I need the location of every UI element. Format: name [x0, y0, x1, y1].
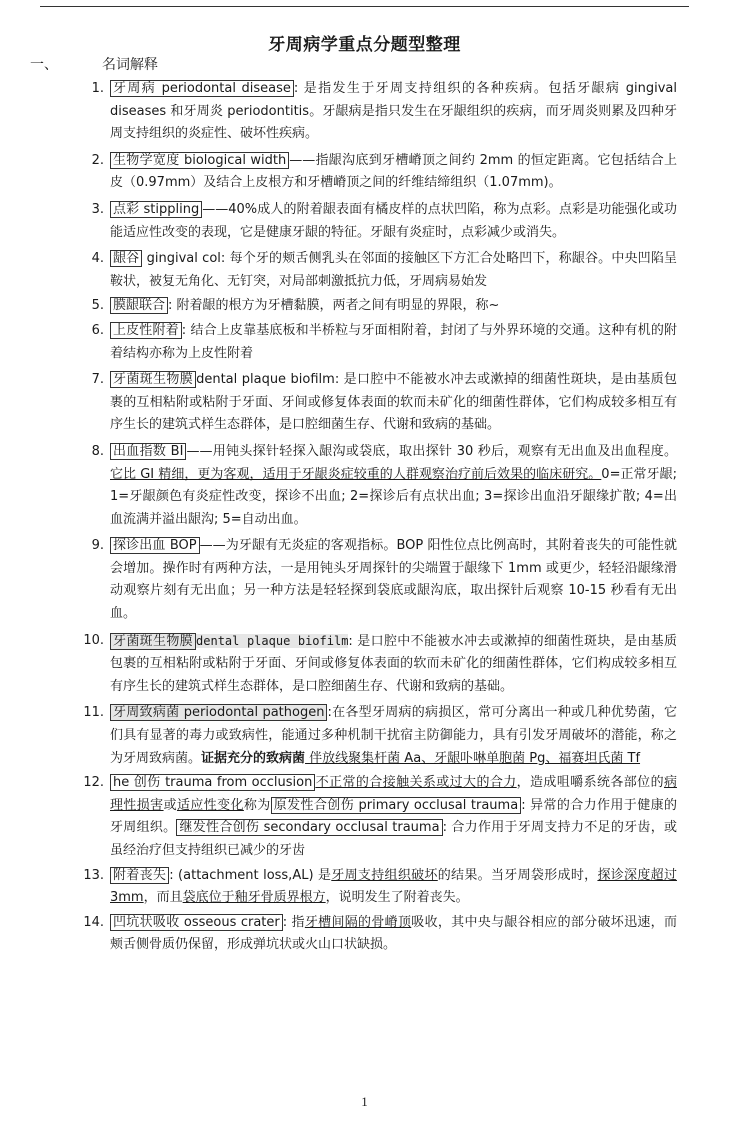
definition-text: : 结合上皮靠基底板和半桥粒与牙面相附着，封闭了与外界环境的交通。这种有机的附着结构亦称为上皮性附着: [110, 322, 677, 361]
term-box: 凹坑状吸收 osseous crater: [110, 914, 283, 931]
definition-text: ——40%成人的附着龈表面有橘皮样的点状凹陷，称为点彩。点彩是功能强化或功能适应性改变的表现，它是健康牙龈的特征。牙龈有炎症时，点彩减少或消失。: [110, 201, 677, 240]
term-english: dental plaque biofilm: [196, 633, 349, 648]
list-item: [68, 199, 677, 244]
item-number: 14.: [83, 914, 104, 930]
item-number: 4.: [91, 251, 104, 267]
definition-text: 称为: [243, 797, 271, 813]
scale-text: 0=正常牙龈; 1=牙龈颜色有炎症性改变，探诊不出血; 2=探诊后有点状出血; 3=探诊出血沿牙龈缘扩散; 4=出血流满并溢出龈沟; 5=自动出血。: [110, 466, 677, 527]
underlined-note: 牙槽间隔的骨嵴顶: [304, 914, 412, 930]
item-number: 13.: [83, 867, 104, 883]
term-box: 牙菌斑生物膜: [110, 633, 196, 650]
item-number: 9.: [91, 538, 104, 554]
underlined-note: 袋底位于釉牙骨质界根方: [182, 890, 326, 906]
term-box: 龈谷: [110, 250, 142, 267]
term-box: 探诊出血 BOP: [110, 537, 200, 554]
underlined-note: 它比 GI 精细，更为客观，适用于牙龈炎症较重的人群观察治疗前后效果的临床研究。: [110, 466, 602, 482]
definition-text: 吸收，其中央与龈谷相应的部分破坏迅速，而颊舌侧骨质仍保留，形成弹坑状或火山口状缺损。: [110, 914, 677, 953]
definition-text: ，造成咀嚼系统各部位的: [516, 775, 664, 791]
item-number: 2.: [91, 152, 104, 168]
definition-text: : 是口腔中不能被水冲去或漱掉的细菌性斑块，是由基质包裹的互相粘附或粘附于牙面、牙间或修复体表面的软而未矿化的细菌性群体，它们构成较多相互有序生长的建筑式样生态群体，是口腔细菌生存、代谢和致病的基础。: [110, 633, 677, 694]
bold-text: 证据充分的致病菌: [201, 750, 306, 766]
item-number: 7.: [91, 372, 104, 388]
underlined-note: 不正常的合接触关系或过大的合力: [315, 775, 517, 791]
definition-text: : 指: [282, 914, 305, 930]
underlined-note: 适应性变化: [176, 797, 244, 813]
definition-text: dental plaque biofilm: 是口腔中不能被水冲去或漱掉的细菌性斑块，是由基质包裹的互相粘附或粘附于牙面、牙间或修复体表面的软而未矿化的细菌性群体，它们构成较多相互有序生长的建筑式样生态群体，是口腔细菌生存、代谢和致病的基础。: [110, 372, 677, 433]
definition-text: ，说明发生了附着丧失。: [325, 890, 469, 906]
definition-text: : (attachment loss,AL) 是: [169, 867, 332, 883]
definition-text: ——指龈沟底到牙槽嵴顶之间约 2mm 的恒定距离。它包括结合上皮（0.97mm）及结合上皮根方和牙槽嵴顶之间的纤维结缔组织（1.07mm)。: [110, 152, 677, 191]
term-box: 附着丧失: [110, 867, 169, 884]
item-number: 12.: [83, 775, 104, 791]
list-item: [68, 320, 677, 365]
page-title: 牙周病学重点分题型整理: [268, 35, 461, 55]
item-number: 6.: [91, 322, 104, 338]
list-item: [68, 150, 677, 195]
definition-text: 或: [163, 797, 177, 813]
definition-text: : 附着龈的根方为牙槽黏膜，两者之间有明显的界限，称~: [168, 298, 500, 314]
underlined-note: 牙周支持组织破坏: [331, 867, 438, 883]
term-box: 原发性合创伤 primary occlusal trauma: [271, 797, 522, 814]
underlined-note: 探诊深度超过 3mm: [110, 867, 677, 906]
list-item: [68, 772, 677, 862]
definition-text: ——为牙龈有无炎症的客观指标。BOP 阳性位点比例高时，其附着丧失的可能性就会增加。操作时有两种方法，一是用钝头牙周探针的尖端置于龈缘下 1mm 或更少，轻轻沿龈缘滑动观察片刻有无出血；另一种方法是轻轻探到袋底或龈沟底，取出探针后观察 10-15 秒看有无出血。: [110, 538, 677, 622]
page-number: 1: [361, 1094, 368, 1109]
item-number: 1.: [91, 81, 104, 96]
term-box: 继发性合创伤 secondary occlusal trauma: [176, 819, 442, 836]
item-number: 5.: [91, 298, 104, 314]
list-item: [68, 369, 677, 437]
list-item: [68, 630, 677, 699]
list-item: [68, 248, 677, 293]
term-box: 牙周致病菌 periodontal pathogen: [110, 704, 327, 721]
list-item: [68, 702, 677, 770]
item-number: 3.: [91, 201, 104, 217]
definition-text: : 合力作用于牙周支持力不足的牙齿，或虽经治疗但支持组织已减少的牙齿: [110, 820, 677, 858]
top-rule: [40, 6, 689, 7]
list-item: [68, 865, 677, 910]
item-number: 8.: [91, 443, 104, 459]
list-item: [68, 535, 677, 625]
term-box: 点彩 stippling: [110, 201, 202, 218]
definition-text: 的结果。当牙周袋形成时，: [437, 867, 598, 883]
list-item: [68, 912, 677, 957]
definition-text: : 是指发生于牙周支持组织的各种疾病。包括牙龈病 gingival diseases 和牙周炎 periodontitis。牙龈病是指只发生在牙龈组织的疾病，而牙周炎则累及四种牙周支持组织的炎症性、破坏性疾病。: [110, 81, 678, 142]
list-item: [68, 78, 677, 146]
term-box: 出血指数 BI: [110, 443, 186, 460]
definition-text: :在各型牙周病的病损区，常可分离出一种或几种优势菌，它们具有显著的毒力或致病性，能通过多种机制干扰宿主防御能力，具有引发牙周破坏的潜能，称之为牙周致病菌。: [110, 705, 677, 766]
item-number: 11.: [83, 705, 104, 721]
list-item: [68, 295, 677, 318]
definition-text: ——用钝头探针轻探入龈沟或袋底，取出探针 30 秒后，观察有无出血及出血程度。: [186, 443, 678, 459]
underlined-note: 伴放线聚集杆菌 Aa、牙龈卟啉单胞菌 Pg、福赛坦氏菌 Tf: [305, 750, 641, 766]
definition-list: [68, 78, 677, 957]
term-box: he 创伤 trauma from occlusion: [110, 774, 315, 791]
section-number: 一、: [30, 57, 58, 73]
term-box: 牙周病 periodontal disease: [110, 80, 294, 97]
term-box: 上皮性附着: [110, 322, 182, 339]
term-box: 膜龈联合: [110, 297, 168, 314]
item-number: 10.: [83, 632, 104, 648]
definition-text: ，而且: [143, 890, 183, 906]
section-label: 名词解释: [102, 57, 158, 73]
list-item: [68, 441, 677, 531]
definition-text: gingival col: 每个牙的颊舌侧乳头在邻面的接触区下方汇合处略凹下，称龈谷。中央凹陷呈鞍状，被复无角化、无钉突，对局部刺激抵抗力低，牙周病易始发: [110, 251, 677, 289]
section-heading: [30, 54, 158, 74]
underlined-note: 病理性损害: [110, 775, 677, 813]
definition-text: : 异常的合力作用于健康的牙周组织。: [110, 797, 677, 836]
term-box: 生物学宽度 biological width: [110, 152, 289, 169]
term-box: 牙菌斑生物膜: [110, 371, 196, 388]
